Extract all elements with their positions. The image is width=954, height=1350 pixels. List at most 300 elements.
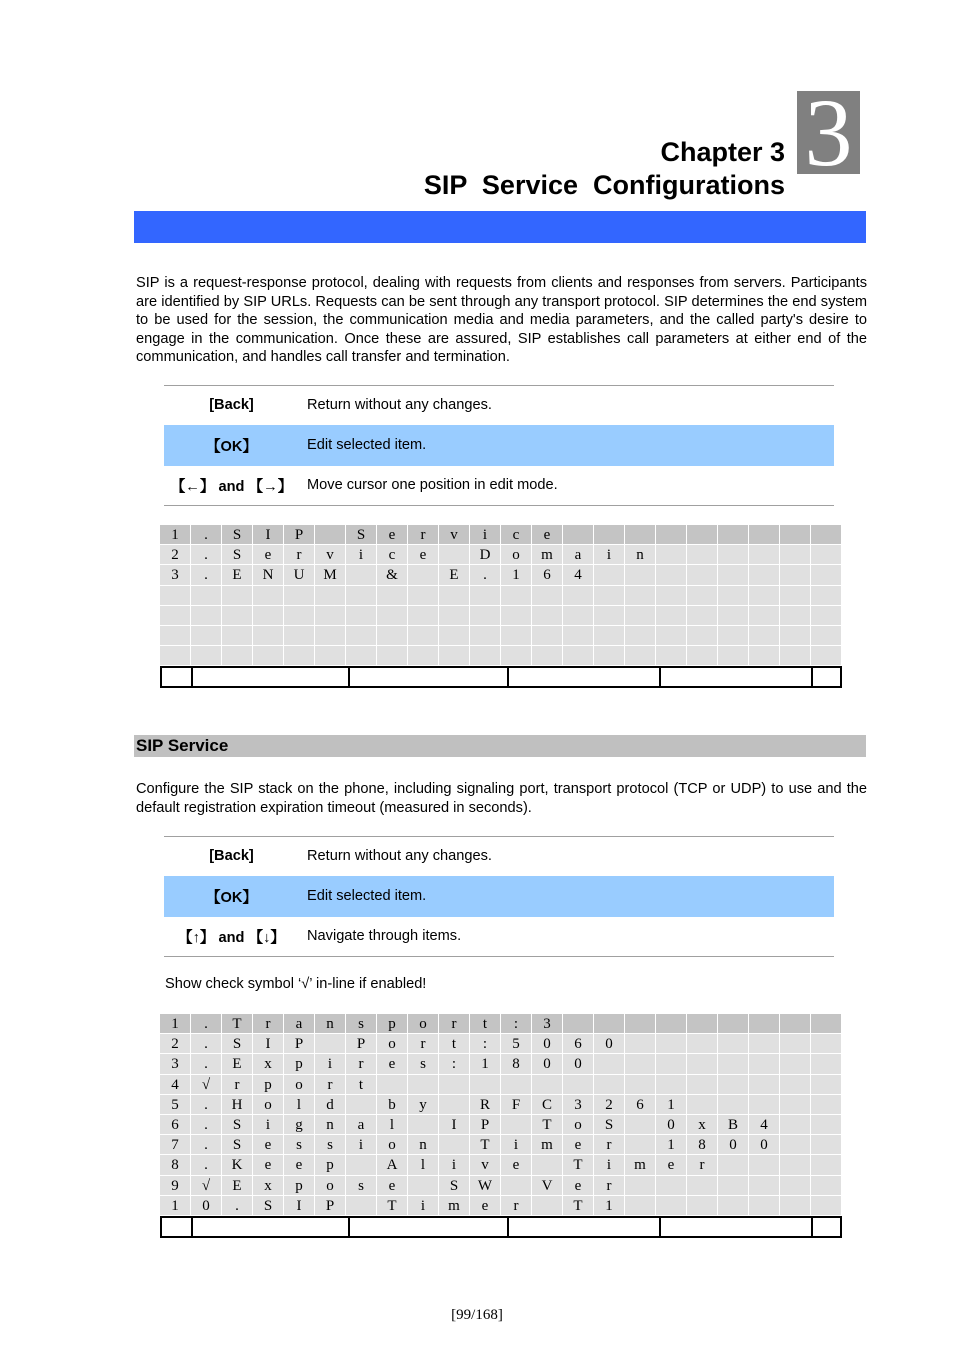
lcd-char: n <box>625 545 656 565</box>
lcd-char: o <box>563 1115 594 1135</box>
lcd-char <box>749 1176 780 1196</box>
lcd-line <box>160 586 842 606</box>
lcd-char: m <box>532 1135 563 1155</box>
lcd-char: T <box>563 1196 594 1216</box>
lcd-char <box>253 626 284 646</box>
lcd-line <box>160 626 842 646</box>
lcd-char <box>408 586 439 606</box>
lcd-char: v <box>470 1155 501 1175</box>
lcd-char: r <box>346 1054 377 1074</box>
lcd-char <box>377 1075 408 1095</box>
lcd-char <box>656 626 687 646</box>
lcd-char <box>811 606 842 626</box>
lcd-char <box>470 646 501 666</box>
lcd-char: p <box>284 1054 315 1074</box>
lcd-char <box>780 565 811 585</box>
lcd-char <box>749 545 780 565</box>
lcd-char: T <box>222 1014 253 1034</box>
lcd-char: 8 <box>501 1054 532 1074</box>
lcd-char <box>315 525 346 545</box>
lcd-char <box>284 646 315 666</box>
lcd-char <box>811 1075 842 1095</box>
lcd-char <box>718 1155 749 1175</box>
lcd-char: a <box>346 1115 377 1135</box>
lcd-char: g <box>284 1115 315 1135</box>
lcd-char <box>749 626 780 646</box>
key-label: 【←】 and 【→】 <box>164 466 299 506</box>
lcd-char <box>625 646 656 666</box>
lcd-char <box>315 606 346 626</box>
lcd-char <box>687 586 718 606</box>
lcd-char <box>780 1034 811 1054</box>
lcd-char <box>160 606 191 626</box>
lcd-char: e <box>656 1155 687 1175</box>
lcd-char <box>687 545 718 565</box>
lcd-char <box>563 525 594 545</box>
lcd-char <box>811 586 842 606</box>
lcd-char: o <box>408 1014 439 1034</box>
lcd-char <box>439 606 470 626</box>
lcd-line <box>160 525 842 545</box>
lcd-char <box>811 1034 842 1054</box>
key-row-up-down <box>164 917 834 957</box>
lcd-char: . <box>191 565 222 585</box>
key-table-main <box>164 385 834 506</box>
lcd-char <box>656 565 687 585</box>
lcd-char: E <box>439 565 470 585</box>
lcd-char: U <box>284 565 315 585</box>
lcd-char <box>439 1135 470 1155</box>
key-row-ok <box>164 876 834 917</box>
lcd-char <box>563 626 594 646</box>
lcd-char <box>439 1095 470 1115</box>
lcd-char: e <box>563 1135 594 1155</box>
lcd-char <box>780 1014 811 1034</box>
lcd-line <box>160 1115 842 1135</box>
lcd-char <box>625 1176 656 1196</box>
lcd-char: o <box>377 1135 408 1155</box>
lcd-char: 5 <box>160 1095 191 1115</box>
lcd-char: S <box>253 1196 284 1216</box>
lcd-char: . <box>191 1095 222 1115</box>
lcd-char <box>656 646 687 666</box>
lcd-char <box>811 1095 842 1115</box>
lcd-char <box>346 1155 377 1175</box>
lcd-char: 2 <box>594 1095 625 1115</box>
lcd-char: S <box>222 1115 253 1135</box>
lcd-char <box>408 1115 439 1135</box>
lcd-char: 3 <box>160 1054 191 1074</box>
lcd-char <box>594 586 625 606</box>
lcd-char <box>470 626 501 646</box>
lcd-char: r <box>594 1135 625 1155</box>
lcd-char: o <box>377 1034 408 1054</box>
lcd-char: 1 <box>656 1135 687 1155</box>
lcd-char: n <box>315 1014 346 1034</box>
lcd-softkey-slot <box>162 1218 193 1236</box>
lcd-char: 0 <box>532 1054 563 1074</box>
lcd-char: B <box>718 1115 749 1135</box>
lcd-line <box>160 545 842 565</box>
lcd-char: e <box>563 1176 594 1196</box>
lcd-char <box>625 1196 656 1216</box>
lcd-char <box>439 1075 470 1095</box>
key-description: Return without any changes. <box>299 837 834 876</box>
lcd-char <box>346 606 377 626</box>
lcd-char <box>687 1054 718 1074</box>
lcd-char: i <box>346 1135 377 1155</box>
lcd-char <box>625 1135 656 1155</box>
lcd-char <box>532 1075 563 1095</box>
key-row-back <box>164 837 834 876</box>
lcd-char: e <box>377 1176 408 1196</box>
lcd-char <box>625 525 656 545</box>
lcd-char: p <box>284 1176 315 1196</box>
lcd-char <box>780 1054 811 1074</box>
lcd-char: r <box>594 1176 625 1196</box>
lcd-line <box>160 1075 842 1095</box>
lcd-char <box>625 586 656 606</box>
lcd-char: I <box>253 525 284 545</box>
lcd-char: . <box>191 1034 222 1054</box>
lcd-char: . <box>191 545 222 565</box>
lcd-char: p <box>253 1075 284 1095</box>
lcd-char <box>718 626 749 646</box>
lcd-char <box>811 646 842 666</box>
lcd-char <box>160 646 191 666</box>
lcd-char <box>346 1095 377 1115</box>
lcd-line <box>160 1155 842 1175</box>
lcd-char <box>656 1014 687 1034</box>
lcd-softkey-slot <box>162 668 193 686</box>
lcd-softkey-slot <box>193 1218 350 1236</box>
lcd-char <box>718 646 749 666</box>
lcd-char <box>532 606 563 626</box>
lcd-char <box>656 1075 687 1095</box>
lcd-char: t <box>470 1014 501 1034</box>
lcd-char: 1 <box>656 1095 687 1115</box>
lcd-char: H <box>222 1095 253 1115</box>
lcd-char <box>501 1115 532 1135</box>
lcd-char <box>532 626 563 646</box>
lcd-char: √ <box>191 1176 222 1196</box>
lcd-char <box>222 646 253 666</box>
lcd-char: m <box>532 545 563 565</box>
lcd-char <box>439 586 470 606</box>
lcd-char: b <box>377 1095 408 1115</box>
lcd-char: i <box>439 1155 470 1175</box>
lcd-char: : <box>470 1034 501 1054</box>
lcd-char: l <box>377 1115 408 1135</box>
lcd-char: n <box>315 1115 346 1135</box>
lcd-char: 7 <box>160 1135 191 1155</box>
lcd-char: t <box>439 1034 470 1054</box>
key-label: [Back] <box>164 837 299 876</box>
lcd-char: 0 <box>191 1196 222 1216</box>
lcd-char <box>749 646 780 666</box>
lcd-char <box>501 606 532 626</box>
lcd-char: I <box>253 1034 284 1054</box>
lcd-char <box>470 586 501 606</box>
chapter-name: SIP Service Configurations <box>423 170 785 200</box>
lcd-char: v <box>439 525 470 545</box>
lcd-char: 0 <box>532 1034 563 1054</box>
lcd-char <box>408 646 439 666</box>
lcd-char: r <box>253 1014 284 1034</box>
lcd-char: . <box>191 1014 222 1034</box>
lcd-char: . <box>191 1115 222 1135</box>
intro-paragraph: SIP is a request-response protocol, dealing with requests from clients and responses from servers. Participants are identified by SIP URLs. Requests can be sent through any transport protocol. SIP determines the end system to be used for the session, the communication media and media parameters, and the called party's desire to engage in the communication. Once these are assured, SIP establishes call parameters at either end of the communication, and handles call transfer and termination. <box>136 275 867 366</box>
lcd-char: m <box>625 1155 656 1175</box>
lcd-char <box>191 586 222 606</box>
lcd-char <box>656 1034 687 1054</box>
lcd-char <box>718 565 749 585</box>
lcd-char <box>532 1155 563 1175</box>
lcd-char <box>749 586 780 606</box>
lcd-char <box>811 1155 842 1175</box>
lcd-char <box>315 626 346 646</box>
lcd-char <box>594 606 625 626</box>
section-description: Configure the SIP stack on the phone, including signaling port, transport protocol (TCP or UDP) to use and the default registration expiration timeout (measured in seconds). <box>136 781 867 816</box>
lcd-char: 8 <box>160 1155 191 1175</box>
lcd-char <box>811 525 842 545</box>
lcd-char: x <box>253 1054 284 1074</box>
lcd-char <box>377 606 408 626</box>
check-symbol-note: Show check symbol ‘√’ in-line if enabled! <box>165 976 427 992</box>
key-label: [Back] <box>164 386 299 425</box>
lcd-char: s <box>346 1176 377 1196</box>
lcd-char: E <box>222 1054 253 1074</box>
lcd-char <box>222 586 253 606</box>
lcd-softkey-slot <box>509 668 661 686</box>
lcd-char: 6 <box>563 1034 594 1054</box>
chapter-number-box: 3 <box>797 91 860 174</box>
lcd-char <box>222 626 253 646</box>
lcd-softkey-slot <box>509 1218 661 1236</box>
lcd-char <box>408 626 439 646</box>
lcd-char <box>594 1014 625 1034</box>
lcd-line <box>160 565 842 585</box>
lcd-char <box>315 646 346 666</box>
chapter-title <box>424 136 785 202</box>
lcd-softkey-bar <box>160 666 842 688</box>
lcd-char <box>780 606 811 626</box>
lcd-char <box>408 565 439 585</box>
chapter-label: Chapter 3 <box>660 137 785 167</box>
lcd-char <box>780 545 811 565</box>
lcd-char <box>501 646 532 666</box>
lcd-char <box>625 606 656 626</box>
lcd-char: P <box>284 1034 315 1054</box>
lcd-char: t <box>346 1075 377 1095</box>
chapter-banner <box>134 211 866 243</box>
lcd-char <box>284 586 315 606</box>
lcd-char: s <box>408 1054 439 1074</box>
lcd-char <box>656 606 687 626</box>
lcd-char: I <box>284 1196 315 1216</box>
lcd-char <box>346 586 377 606</box>
lcd-char: A <box>377 1155 408 1175</box>
lcd-char: P <box>470 1115 501 1135</box>
lcd-char <box>284 606 315 626</box>
lcd-char: s <box>284 1135 315 1155</box>
lcd-char <box>160 586 191 606</box>
lcd-char: V <box>532 1176 563 1196</box>
lcd-char <box>718 545 749 565</box>
lcd-char: 1 <box>160 525 191 545</box>
lcd-char <box>563 1075 594 1095</box>
lcd-char <box>687 525 718 545</box>
key-label: 【OK】 <box>164 425 299 466</box>
lcd-line <box>160 1135 842 1155</box>
lcd-char <box>718 1095 749 1115</box>
lcd-char <box>532 586 563 606</box>
lcd-char: p <box>377 1014 408 1034</box>
lcd-char: 6 <box>160 1115 191 1135</box>
lcd-char <box>749 1034 780 1054</box>
lcd-char: 3 <box>563 1095 594 1115</box>
lcd-char <box>532 646 563 666</box>
lcd-softkey-slot <box>350 668 509 686</box>
lcd-char <box>718 1075 749 1095</box>
lcd-char <box>687 565 718 585</box>
lcd-char: I <box>439 1115 470 1135</box>
lcd-char: r <box>315 1075 346 1095</box>
lcd-char: F <box>501 1095 532 1115</box>
lcd-char <box>749 1155 780 1175</box>
lcd-char <box>687 646 718 666</box>
key-description: Navigate through items. <box>299 917 834 957</box>
lcd-char <box>346 626 377 646</box>
lcd-char: n <box>408 1135 439 1155</box>
lcd-char <box>749 1095 780 1115</box>
lcd-char: 8 <box>687 1135 718 1155</box>
lcd-char <box>687 606 718 626</box>
lcd-char <box>687 1075 718 1095</box>
lcd-char: i <box>594 1155 625 1175</box>
lcd-char: i <box>501 1135 532 1155</box>
lcd-char: T <box>532 1115 563 1135</box>
lcd-char: r <box>408 525 439 545</box>
lcd-char: r <box>284 545 315 565</box>
lcd-char <box>811 1135 842 1155</box>
lcd-char: x <box>253 1176 284 1196</box>
lcd-char: √ <box>191 1075 222 1095</box>
lcd-char: C <box>532 1095 563 1115</box>
lcd-char: 5 <box>501 1034 532 1054</box>
lcd-char: l <box>408 1155 439 1175</box>
lcd-char <box>718 1054 749 1074</box>
lcd-char: S <box>222 545 253 565</box>
lcd-screen-sip-service <box>160 1014 842 1238</box>
lcd-char: i <box>594 545 625 565</box>
lcd-char <box>594 525 625 545</box>
lcd-char: o <box>315 1176 346 1196</box>
lcd-char <box>780 1135 811 1155</box>
lcd-char <box>346 1196 377 1216</box>
key-row-back <box>164 386 834 425</box>
lcd-char: 0 <box>656 1115 687 1135</box>
lcd-char <box>780 586 811 606</box>
lcd-char: v <box>315 545 346 565</box>
lcd-char: s <box>346 1014 377 1034</box>
lcd-char: o <box>253 1095 284 1115</box>
lcd-char: e <box>253 1135 284 1155</box>
lcd-char: e <box>377 525 408 545</box>
lcd-softkey-slot <box>813 1218 840 1236</box>
lcd-line <box>160 1054 842 1074</box>
lcd-char: 2 <box>160 545 191 565</box>
lcd-char: i <box>253 1115 284 1135</box>
lcd-char <box>563 1014 594 1034</box>
key-label: 【OK】 <box>164 876 299 917</box>
lcd-char: W <box>470 1176 501 1196</box>
lcd-char: P <box>315 1196 346 1216</box>
lcd-char: 0 <box>749 1135 780 1155</box>
lcd-char <box>811 626 842 646</box>
key-row-ok <box>164 425 834 466</box>
lcd-char: 4 <box>749 1115 780 1135</box>
lcd-char: . <box>470 565 501 585</box>
lcd-char: . <box>191 525 222 545</box>
lcd-char <box>625 1054 656 1074</box>
lcd-char: . <box>191 1135 222 1155</box>
lcd-char <box>594 646 625 666</box>
lcd-line <box>160 1095 842 1115</box>
lcd-char <box>811 1115 842 1135</box>
lcd-char <box>253 586 284 606</box>
lcd-char <box>780 1196 811 1216</box>
lcd-char <box>470 1075 501 1095</box>
lcd-char <box>811 1014 842 1034</box>
lcd-char: 0 <box>563 1054 594 1074</box>
lcd-char: i <box>470 525 501 545</box>
key-description: Return without any changes. <box>299 386 834 425</box>
lcd-char: c <box>377 545 408 565</box>
lcd-char: 1 <box>470 1054 501 1074</box>
lcd-char <box>594 565 625 585</box>
lcd-char: 3 <box>532 1014 563 1034</box>
page-number: [99/168] <box>451 1307 503 1323</box>
lcd-char: T <box>470 1135 501 1155</box>
lcd-char <box>656 545 687 565</box>
lcd-char <box>563 586 594 606</box>
lcd-char: s <box>315 1135 346 1155</box>
lcd-char <box>501 586 532 606</box>
lcd-char: l <box>284 1095 315 1115</box>
lcd-char <box>532 1196 563 1216</box>
lcd-char <box>687 1034 718 1054</box>
lcd-char: r <box>501 1196 532 1216</box>
lcd-line <box>160 1196 842 1216</box>
key-label: 【↑】 and 【↓】 <box>164 917 299 957</box>
lcd-char: d <box>315 1095 346 1115</box>
lcd-char <box>811 565 842 585</box>
lcd-char <box>625 1075 656 1095</box>
lcd-char: p <box>315 1155 346 1175</box>
lcd-char: x <box>687 1115 718 1135</box>
lcd-char: r <box>408 1034 439 1054</box>
lcd-char: K <box>222 1155 253 1175</box>
lcd-char <box>439 626 470 646</box>
lcd-char: c <box>501 525 532 545</box>
lcd-char: . <box>191 1054 222 1074</box>
lcd-char <box>377 646 408 666</box>
lcd-char: 2 <box>160 1034 191 1054</box>
lcd-char <box>346 565 377 585</box>
lcd-char <box>718 1014 749 1034</box>
lcd-char <box>749 1075 780 1095</box>
